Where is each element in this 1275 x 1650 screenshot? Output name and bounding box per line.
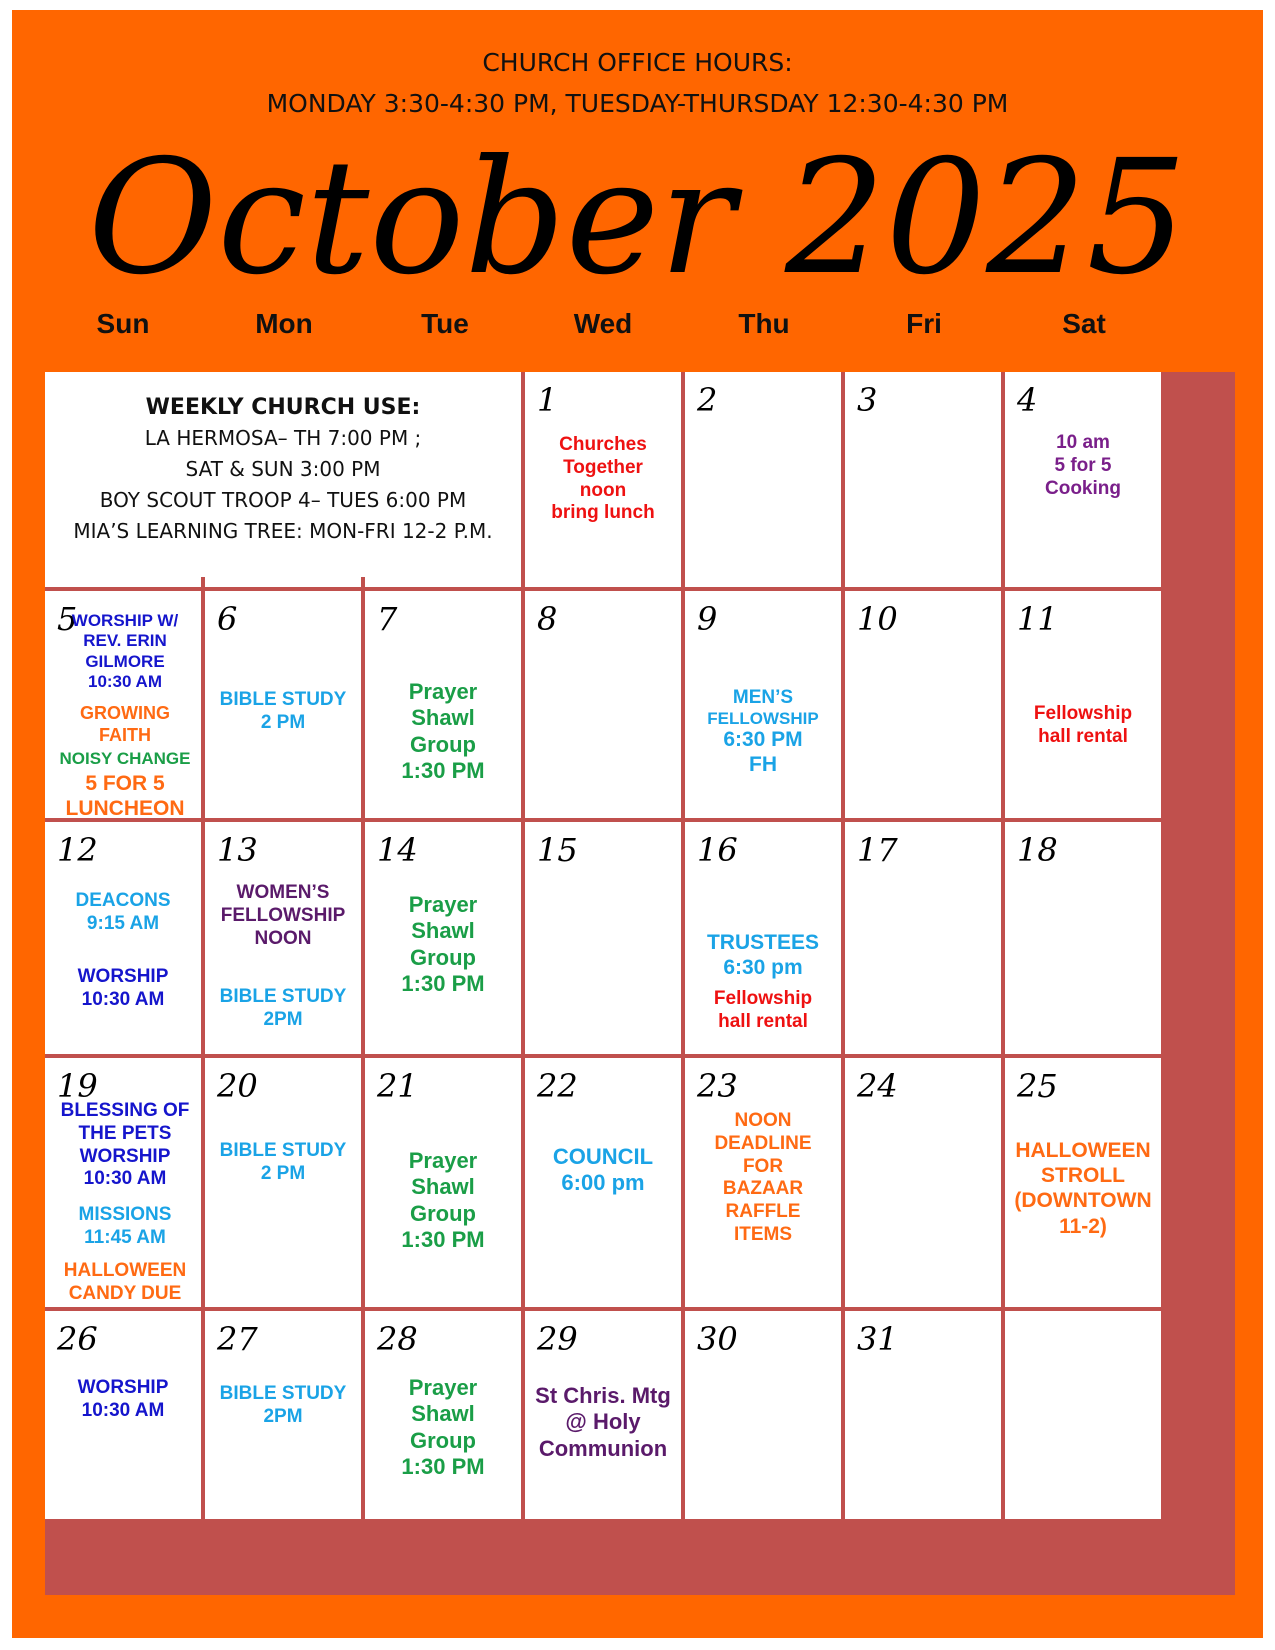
weekday-mon: Mon: [255, 308, 313, 339]
day-number: 29: [537, 1320, 578, 1358]
day-number: 20: [217, 1067, 258, 1105]
day-cell-26: [45, 1311, 201, 1519]
day-cell-7: [365, 591, 521, 818]
day-cell-21: [365, 1058, 521, 1307]
event-text: BIBLE STUDY 2 PM: [219, 689, 347, 733]
event-text: HALLOWEEN STROLL (DOWNTOWN 11-2): [1014, 1139, 1152, 1238]
weekday-wed: Wed: [573, 308, 633, 339]
weekday-fri: Fri: [906, 308, 942, 339]
day-cell-23: [685, 1058, 841, 1307]
day-number: 10: [857, 600, 898, 638]
event-text: Prayer Shawl Group 1:30 PM: [401, 679, 485, 784]
office-hours-times: MONDAY 3:30-4:30 PM, TUESDAY-THURSDAY 12:30-4:30 PM: [266, 89, 1009, 118]
day-cell-24: [845, 1058, 1001, 1307]
event-text: COUNCIL 6:00 pm: [552, 1144, 654, 1196]
weekday-sun: Sun: [96, 308, 150, 339]
day-cell-30: [685, 1311, 841, 1519]
day-cell-25: [1005, 1058, 1161, 1307]
day-number: 12: [57, 831, 98, 869]
day-number: 4: [1017, 381, 1038, 419]
day-number: 18: [1017, 831, 1058, 869]
event-text: DEACONS 9:15 AM: [75, 890, 171, 934]
weekly-use-heading: WEEKLY CHURCH USE:: [145, 395, 421, 420]
office-hours-heading: CHURCH OFFICE HOURS:: [482, 48, 793, 77]
event-text: NOISY CHANGE: [59, 749, 191, 768]
day-cell-22: [525, 1058, 681, 1307]
event-text: WORSHIP 10:30 AM: [77, 966, 169, 1010]
day-cell-28: [365, 1311, 521, 1519]
day-number: 16: [697, 831, 738, 869]
day-number: 25: [1017, 1067, 1058, 1105]
day-number: 5: [57, 600, 78, 638]
day-number: 9: [697, 600, 718, 638]
day-cell-3: [845, 372, 1001, 587]
day-cell-2: [685, 372, 841, 587]
event-text: Prayer Shawl Group 1:30 PM: [401, 1375, 485, 1480]
day-number: 31: [857, 1320, 898, 1358]
day-cell-16: [685, 822, 841, 1054]
event-text: FELLOWSHIP: [707, 709, 819, 728]
day-number: 28: [377, 1320, 418, 1358]
event-text: WOMEN’S FELLOWSHIP NOON: [220, 882, 346, 949]
day-number: 2: [697, 381, 718, 419]
day-number: 21: [377, 1067, 418, 1105]
day-cell-27: [205, 1311, 361, 1519]
day-cell-15: [525, 822, 681, 1054]
event-text: NOON DEADLINE FOR BAZAAR RAFFLE ITEMS: [714, 1110, 812, 1245]
event-text: 6:30 PM FH: [723, 728, 803, 777]
event-text: BIBLE STUDY 2PM: [219, 986, 347, 1030]
day-cell-1: [525, 372, 681, 587]
day-cell-6: [205, 591, 361, 818]
event-text: MEN’S: [732, 687, 794, 708]
day-cell-18: [1005, 822, 1161, 1054]
event-text: Churches Together noon bring lunch: [551, 434, 655, 524]
day-number: 19: [57, 1067, 98, 1105]
event-text: Prayer Shawl Group 1:30 PM: [401, 1148, 485, 1253]
day-cell-5: [45, 591, 201, 818]
day-cell-29: [525, 1311, 681, 1519]
event-text: BLESSING OF THE PETS WORSHIP 10:30 AM: [60, 1100, 190, 1190]
weekday-tue: Tue: [421, 308, 469, 339]
day-number: 8: [537, 600, 558, 638]
weekly-use-line: MIA’S LEARNING TREE: MON-FRI 12-2 P.M.: [73, 519, 493, 543]
weekday-thu: Thu: [738, 308, 790, 339]
calendar-grid: [45, 372, 1235, 1595]
day-number: 1: [537, 381, 558, 419]
event-text: BIBLE STUDY 2 PM: [219, 1140, 347, 1184]
day-cell-19: [45, 1058, 201, 1307]
calendar-page: [12, 10, 1263, 1638]
event-text: 10 am 5 for 5 Cooking: [1045, 432, 1121, 499]
event-text: Fellowship hall rental: [713, 988, 813, 1032]
day-cell-11: [1005, 591, 1161, 818]
day-cell-13: [205, 822, 361, 1054]
day-cell-31: [845, 1311, 1001, 1519]
day-number: 14: [377, 831, 418, 869]
empty-day-cell: [1005, 1311, 1161, 1519]
day-cell-12: [45, 822, 201, 1054]
event-text: WORSHIP W/ REV. ERIN GILMORE 10:30 AM: [71, 611, 179, 692]
event-text: Prayer Shawl Group 1:30 PM: [401, 892, 485, 997]
weekly-use-line: SAT & SUN 3:00 PM: [185, 457, 381, 481]
day-number: 3: [857, 381, 878, 419]
event-text: St Chris. Mtg @ Holy Communion: [535, 1383, 671, 1461]
day-number: 13: [217, 831, 258, 869]
event-text: TRUSTEES 6:30 pm: [706, 931, 819, 980]
grid-divider: [201, 577, 205, 591]
weekly-use-line: LA HERMOSA– TH 7:00 PM ;: [144, 426, 422, 450]
day-cell-20: [205, 1058, 361, 1307]
day-number: 23: [697, 1067, 738, 1105]
day-cell-17: [845, 822, 1001, 1054]
day-cell-4: [1005, 372, 1161, 587]
day-number: 17: [857, 831, 898, 869]
day-number: 15: [537, 831, 578, 869]
day-number: 30: [697, 1320, 738, 1358]
day-number: 22: [537, 1067, 578, 1105]
day-cell-14: [365, 822, 521, 1054]
day-number: 27: [217, 1320, 258, 1358]
event-text: BIBLE STUDY 2PM: [219, 1383, 347, 1427]
day-number: 7: [377, 600, 398, 638]
event-text: Fellowship hall rental: [1033, 703, 1133, 747]
event-text: HALLOWEEN CANDY DUE: [63, 1260, 187, 1304]
event-text: WORSHIP 10:30 AM: [77, 1377, 169, 1421]
day-cell-9: [685, 591, 841, 818]
weekly-use-line: BOY SCOUT TROOP 4– TUES 6:00 PM: [99, 488, 467, 512]
grid-divider: [361, 577, 365, 591]
event-text: MISSIONS 11:45 AM: [78, 1204, 172, 1248]
event-text: 5 FOR 5 LUNCHEON: [65, 772, 185, 818]
event-text: GROWING FAITH: [80, 703, 170, 745]
day-cell-10: [845, 591, 1001, 818]
day-number: 6: [217, 600, 238, 638]
day-number: 24: [857, 1067, 898, 1105]
day-cell-8: [525, 591, 681, 818]
day-number: 26: [57, 1320, 98, 1358]
weekly-church-use-box: [45, 372, 521, 587]
weekday-sat: Sat: [1062, 308, 1106, 339]
day-number: 11: [1017, 600, 1058, 638]
calendar-title: October 2025: [87, 126, 1188, 310]
